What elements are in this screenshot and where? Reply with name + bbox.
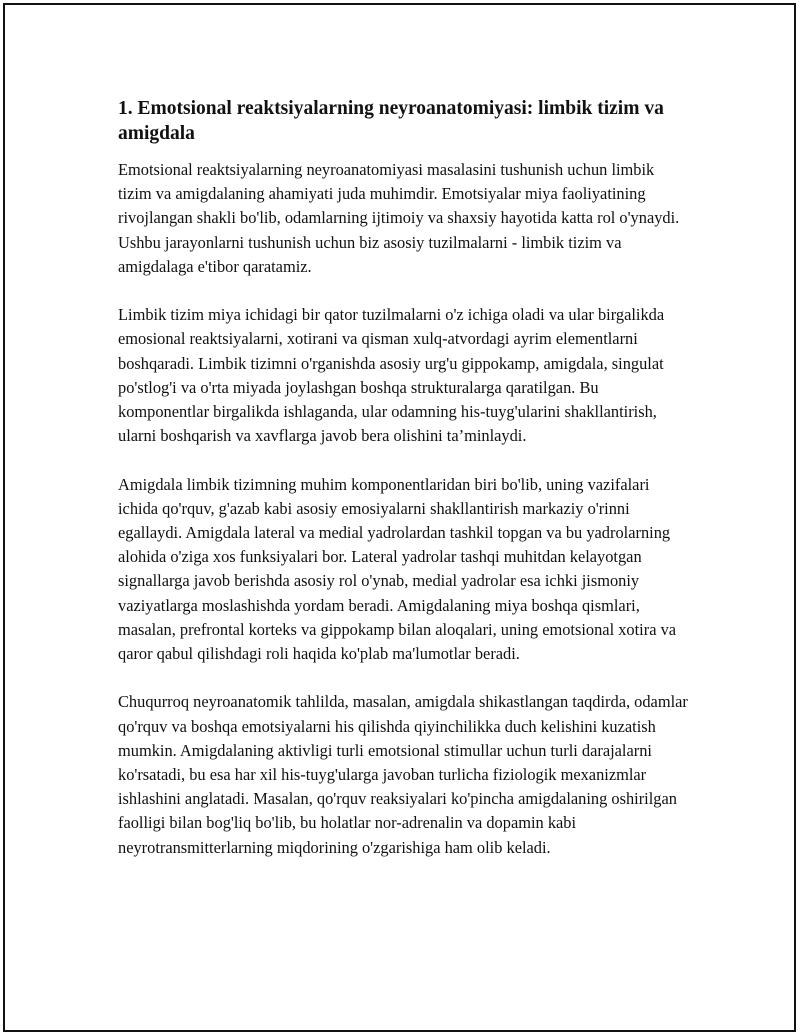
paragraph-3: Amigdala limbik tizimning muhim komponentlaridan biri bo'lib, uning vazifalari ichida qo'rquv, g'azab kabi asosiy emosiyalarni shakllantirish markaziy o'rinni egallaydi. Amigdala lateral va medial yadrolardan tashkil topgan va bu yadrolarning alohida o'ziga xos funksiyalari bor. Lateral yadrolar tashqi muhitdan kelayotgan signallarga javob berishda asosiy rol o'ynab, medial yadrolar esa ichki jismoniy vaziyatlarga moslashishda yordam beradi. Amigdalaning miya boshqa qismlari, masalan, prefrontal korteks va gippokamp bilan aloqalari, uning emotsional xotira va qaror qabul qilishdagi roli haqida ko'plab ma'lumotlar beradi. xyxy=(118,474,677,664)
paragraph-2: Limbik tizim miya ichidagi bir qator tuzilmalarni o'z ichiga oladi va ular birgalikda emosional reaktsiyalarni, xotirani va qisman xulq-atvordagi ayrim elementlarni boshqaradi. Limbik tizimni o'rganishda asosiy urg'u gippokamp, amigdala, singulat po'stlog'i va o'rta miyada joylashgan boshqa strukturalarga qaratilgan. Bu komponentlar birgalikda ishlaganda, ular odamning his-tuyg'ularini shakllantirish, ularni boshqarish va xavflarga javob bera olishini ta’minlaydi. xyxy=(118,305,665,446)
paragraph-1: Emotsional reaktsiyalarning neyroanatomiyasi masalasini tushunish uchun limbik tizim va amigdalaning ahamiyati juda muhimdir. Emotsiyalar miya faoliyatining rivojlangan shakli bo'lib, odamlarning ijtimoiy va shaxsiy hayotida katta rol o'ynaydi. Ushbu jarayonlarni tushunish uchun biz asosiy tuzilmalarni - limbik tizim va amigdalaga e'tibor qaratamiz. xyxy=(118,160,680,276)
section-heading: 1. Emotsional reaktsiyalarning neyroanatomiyasi: limbik tizim va amigdala xyxy=(118,98,664,144)
document-body xyxy=(118,96,690,884)
paragraph-4: Chuqurroq neyroanatomik tahlilda, masalan, amigdala shikastlangan taqdirda, odamlar qo'rquv va boshqa emotsiyalarni his qilishda qiyinchilikka duch kelishini kuzatish mumkin. Amigdalaning aktivligi turli emotsional stimullar uchun turli darajalarni ko'rsatadi, bu esa har xil his-tuyg'ularga javoban turlicha fiziologik mexanizmlar ishlashini anglatadi. Masalan, qo'rquv reaksiyalari ko'pincha amigdalaning oshirilgan faolligi bilan bog'liq bo'lib, bu holatlar nor-adrenalin va dopamin kabi neyrotransmitterlarning miqdorining o'zgarishiga ham olib keladi. xyxy=(118,692,688,857)
